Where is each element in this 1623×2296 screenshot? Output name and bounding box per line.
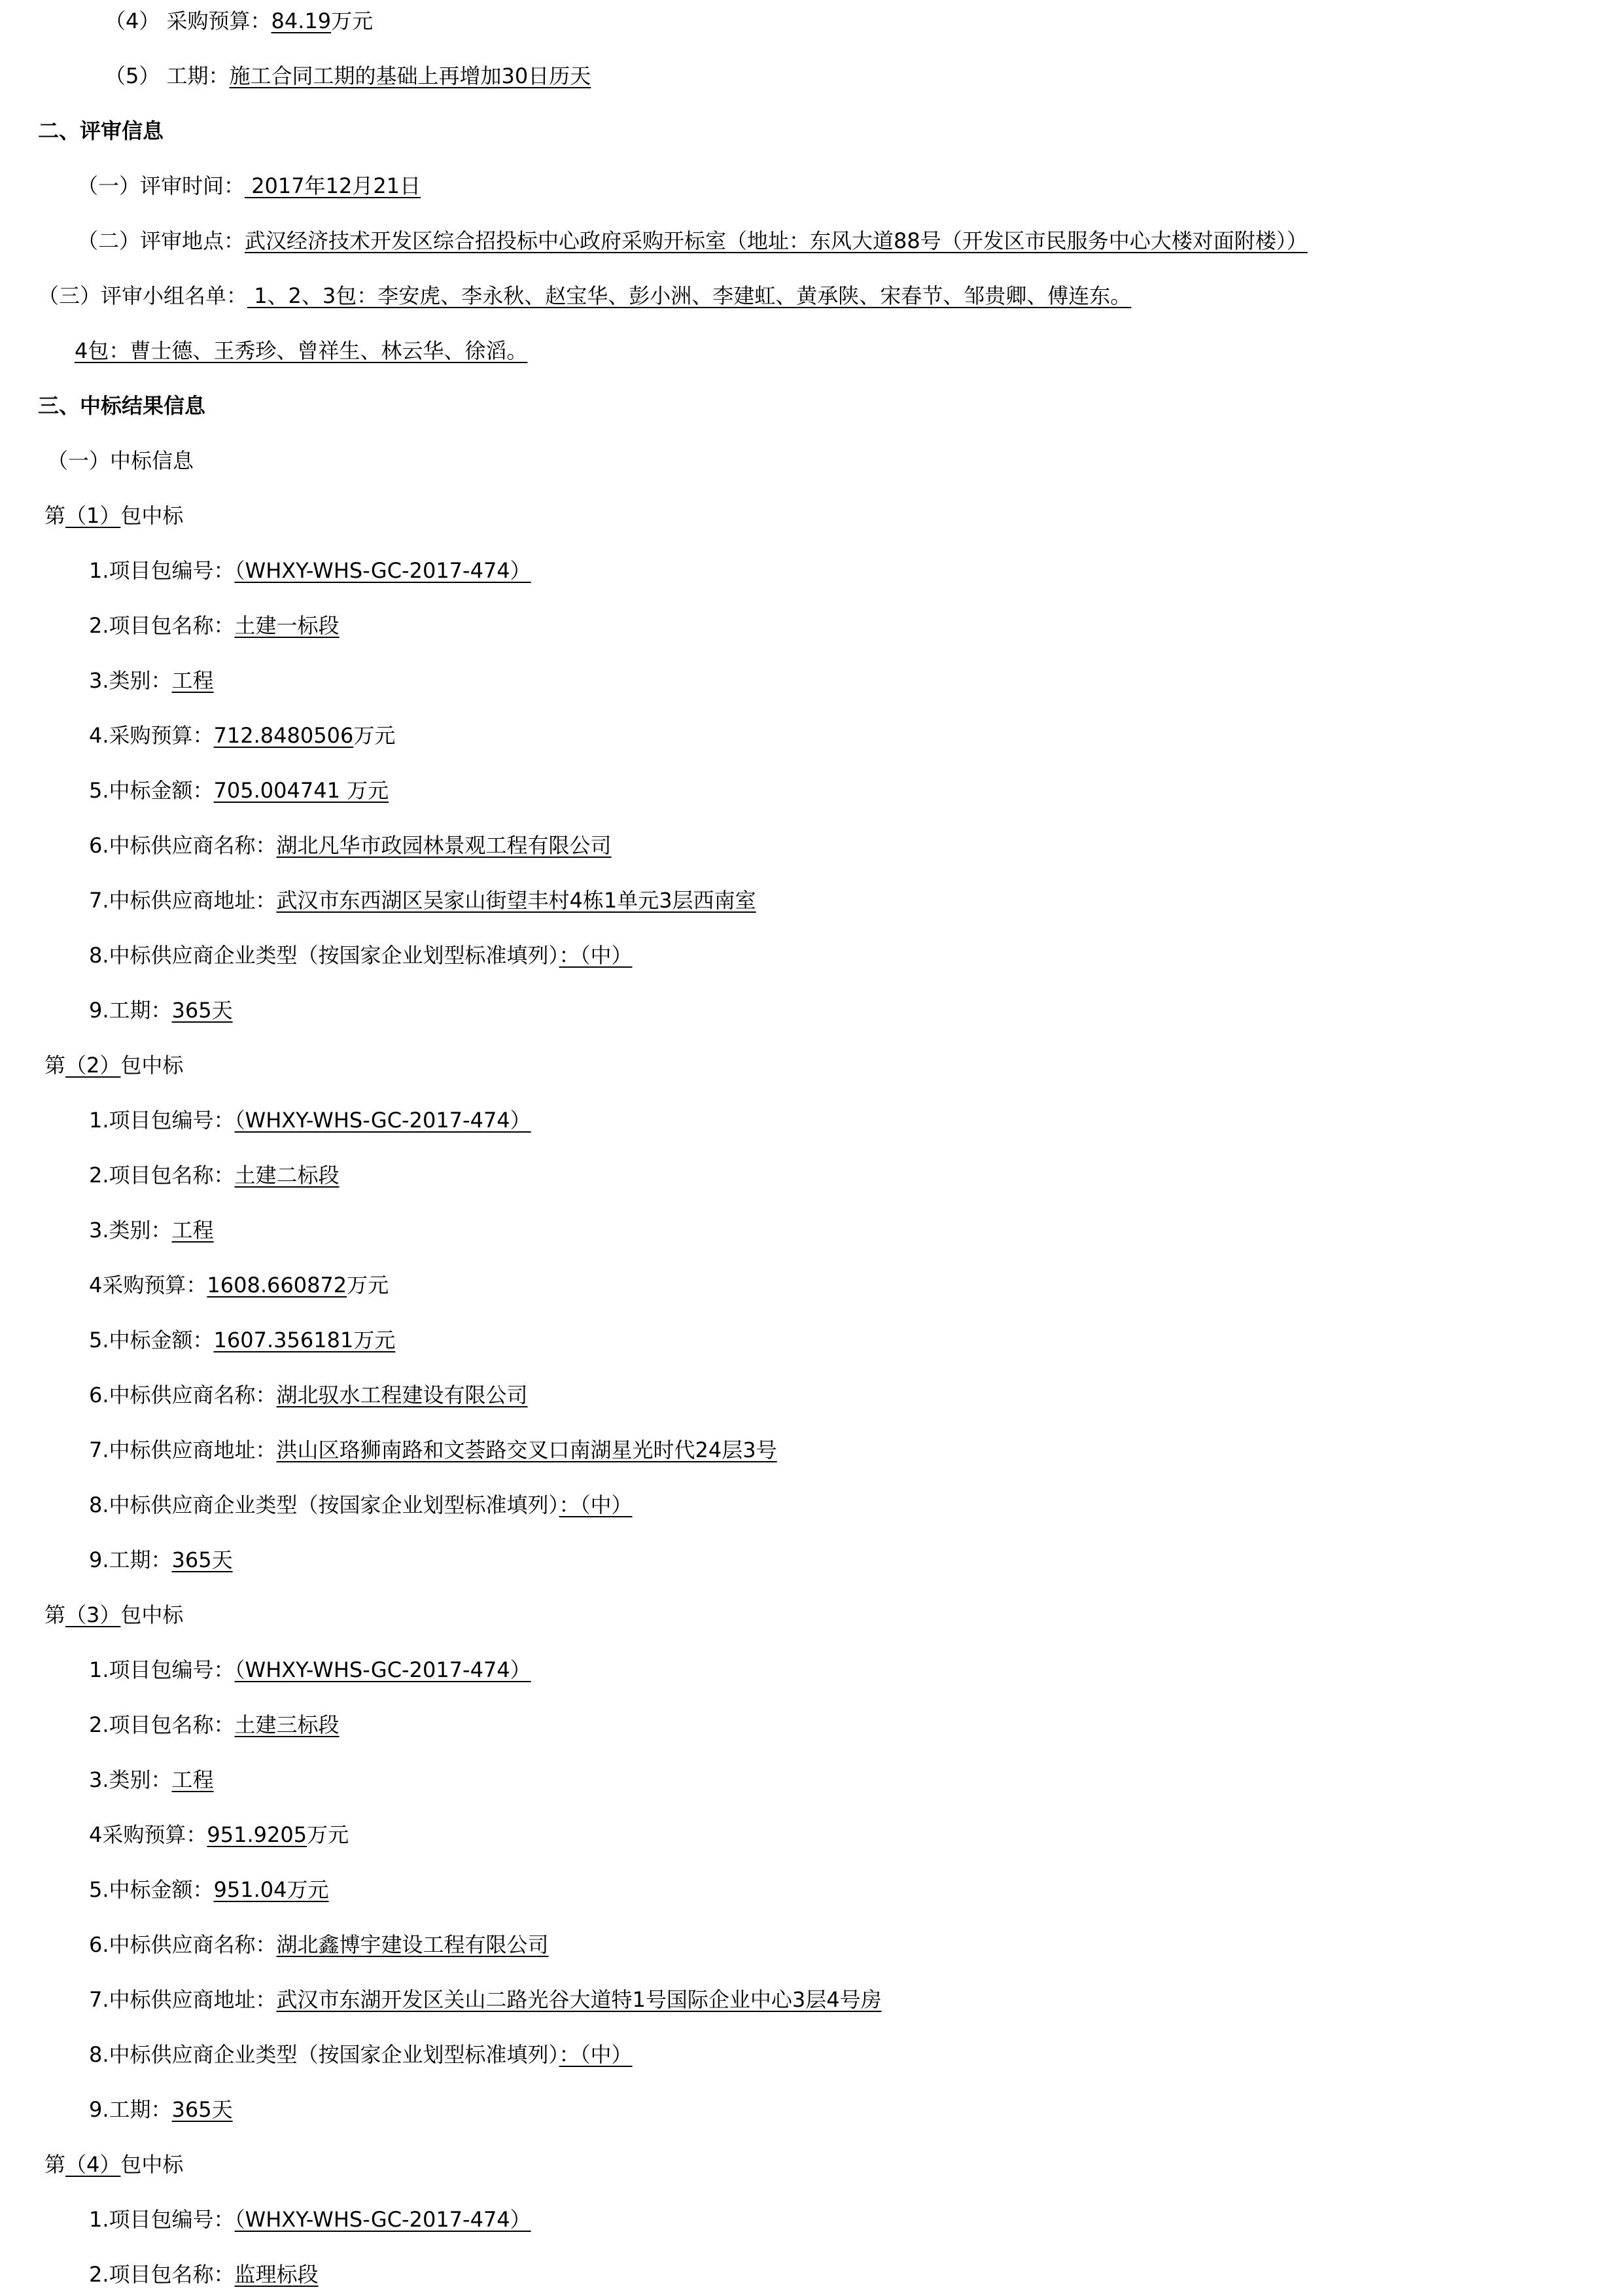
package-item-value: （WHXY-WHS-GC-2017-474） (234, 558, 531, 583)
package-item-value: ：（中） (559, 943, 633, 968)
package-item-value: 湖北驭水工程建设有限公司 (276, 1383, 528, 1407)
package-title-pre: 第 (44, 503, 66, 528)
package-item-label: 3.类别： (89, 1767, 172, 1792)
package-item-label: 5.中标金额： (89, 778, 214, 803)
duration-line (105, 62, 591, 90)
package-item (89, 1820, 349, 1849)
package-item-label: 5.中标金额： (89, 1328, 214, 1352)
package-item-value: 365天 (171, 2097, 233, 2122)
package-item-label: 2.项目包名称： (89, 2262, 235, 2287)
review-heading: 二、评审信息 (38, 118, 164, 143)
package-item (89, 1655, 531, 1684)
package-item-label: 1.项目包编号： (89, 558, 235, 583)
package-item (89, 1930, 549, 1959)
package-item-label: 6.中标供应商名称： (89, 833, 277, 858)
package-item-value: 1608.660872 (207, 1273, 347, 1298)
package-item-label: 6.中标供应商名称： (89, 1383, 277, 1407)
package-title-post: 包中标 (120, 2152, 184, 2177)
package-item-value: 705.004741 万元 (213, 778, 389, 803)
package-item-label: 4.采购预算： (89, 723, 214, 748)
package-item (89, 1710, 340, 1739)
package-item-value: ：（中） (559, 1492, 633, 1517)
result-sub-heading: （一）中标信息 (47, 448, 194, 473)
package-item-label: 7.中标供应商地址： (89, 888, 277, 913)
package-item-label: 8.中标供应商企业类型（按国家企业划型标准填列） (89, 1492, 559, 1517)
package-item-value: 武汉市东湖开发区关山二路光谷大道特1号国际企业中心3层4号房 (276, 1987, 882, 2012)
package-item-value: 监理标段 (234, 2262, 319, 2287)
package-item (89, 2095, 233, 2124)
package-item-label: 2.项目包名称： (89, 1712, 235, 1737)
package-title-num: （4） (65, 2152, 121, 2177)
package-item-suffix: 万元 (307, 1822, 349, 1847)
review-time-line (77, 171, 421, 200)
review-place-label: （二）评审地点： (77, 228, 245, 253)
package-item-value: （WHXY-WHS-GC-2017-474） (234, 2207, 531, 2232)
package-item-label: 9.工期： (89, 998, 172, 1023)
budget-suffix: 万元 (331, 9, 374, 33)
review-place-line (77, 226, 1308, 255)
package-item-value: 洪山区珞狮南路和文荟路交叉口南湖星光时代24层3号 (276, 1438, 777, 1462)
package-item (89, 2260, 319, 2289)
result-heading: 三、中标结果信息 (38, 393, 206, 418)
package-item-label: 3.类别： (89, 668, 172, 693)
package-item-label: 4采购预算： (89, 1273, 207, 1298)
package-item-value: （WHXY-WHS-GC-2017-474） (234, 1657, 531, 1682)
package-item (89, 1985, 882, 2014)
package-item (89, 2040, 633, 2069)
package-item-value: 湖北凡华市政园林景观工程有限公司 (276, 833, 612, 858)
package-item-label: 2.项目包名称： (89, 1163, 235, 1188)
duration-label: （5） 工期： (105, 63, 230, 88)
package-item-label: 6.中标供应商名称： (89, 1932, 277, 1957)
package-item (89, 831, 612, 860)
package-item-value: ：（中） (559, 2042, 633, 2067)
package-item (89, 1491, 633, 1519)
package-item-value: 土建三标段 (234, 1712, 340, 1737)
package-item-value: 工程 (171, 1218, 214, 1243)
package-item-label: 1.项目包编号： (89, 1657, 235, 1682)
review-place-value: 武汉经济技术开发区综合招投标中心政府采购开标室（地址：东风大道88号（开发区市民服务中心大楼对面附楼）） (245, 228, 1308, 253)
budget-value: 84.19 (271, 9, 332, 33)
review-time-label: （一）评审时间： (77, 173, 245, 198)
package-item (89, 611, 340, 640)
package-item-label: 3.类别： (89, 1218, 172, 1243)
package-title-pre: 第 (44, 2152, 66, 2177)
package-title-num: （1） (65, 503, 121, 528)
package-item (89, 1381, 528, 1409)
package-item-value: 951.9205 (207, 1822, 307, 1847)
package-item (89, 1326, 395, 1354)
package-item (89, 1216, 214, 1245)
package-item-label: 2.项目包名称： (89, 613, 235, 638)
package-item (89, 1545, 233, 1574)
package-item-value: 土建一标段 (234, 613, 340, 638)
package-item (89, 556, 531, 585)
duration-value: 施工合同工期的基础上再增加30日历天 (229, 63, 591, 88)
package-title-num: （3） (65, 1602, 121, 1627)
package-item (89, 2205, 531, 2234)
package-title (44, 1051, 183, 1080)
package-item-value: （WHXY-WHS-GC-2017-474） (234, 1108, 531, 1133)
package-item (89, 886, 756, 915)
package-item (89, 1436, 777, 1464)
review-panel-line (38, 281, 1131, 310)
package-title-post: 包中标 (120, 1602, 184, 1627)
package-title-post: 包中标 (120, 1053, 184, 1078)
package-item (89, 1765, 214, 1794)
package-item-label: 7.中标供应商地址： (89, 1438, 277, 1462)
package-item (89, 1106, 531, 1135)
package-item (89, 721, 395, 750)
package-item-suffix: 万元 (347, 1273, 389, 1298)
review-panel-label: （三）评审小组名单： (38, 283, 248, 308)
review-panel-line-2 (75, 336, 527, 365)
package-title-post: 包中标 (120, 503, 184, 528)
package-title-pre: 第 (44, 1602, 66, 1627)
package-item-value: 951.04万元 (213, 1877, 329, 1902)
package-title (44, 501, 183, 530)
review-panel-value-2: 4包：曹士德、王秀珍、曾祥生、林云华、徐滔。 (75, 338, 528, 363)
package-item-value: 湖北鑫博宇建设工程有限公司 (276, 1932, 549, 1957)
package-item (89, 1161, 340, 1190)
package-item-value: 712.8480506 (213, 723, 354, 748)
package-item-label: 4采购预算： (89, 1822, 207, 1847)
budget-label: （4） 采购预算： (105, 9, 271, 33)
package-item-label: 1.项目包编号： (89, 2207, 235, 2232)
package-item (89, 666, 214, 695)
budget-line (105, 7, 373, 35)
package-item-value: 土建二标段 (234, 1163, 340, 1188)
package-title (44, 2150, 183, 2179)
package-item (89, 996, 233, 1025)
package-item (89, 776, 389, 805)
package-title-num: （2） (65, 1053, 121, 1078)
package-item-value: 武汉市东西湖区吴家山街望丰村4栋1单元3层西南室 (276, 888, 756, 913)
package-item (89, 1875, 329, 1904)
package-item-value: 365天 (171, 998, 233, 1023)
package-item (89, 1271, 389, 1299)
package-item-label: 9.工期： (89, 2097, 172, 2122)
review-panel-value: 1、2、3包：李安虎、李永秋、赵宝华、彭小洲、李建虹、黄承陕、宋春节、邹贵卿、傅连东。 (247, 283, 1132, 308)
package-item-label: 9.工期： (89, 1547, 172, 1572)
package-item-value: 1607.356181万元 (213, 1328, 396, 1352)
review-time-value: 2017年12月21日 (245, 173, 421, 198)
package-item-value: 工程 (171, 1767, 214, 1792)
package-item-label: 5.中标金额： (89, 1877, 214, 1902)
package-title-pre: 第 (44, 1053, 66, 1078)
package-item-suffix: 万元 (353, 723, 396, 748)
package-item-value: 工程 (171, 668, 214, 693)
package-item (89, 941, 633, 970)
package-item-label: 8.中标供应商企业类型（按国家企业划型标准填列） (89, 943, 559, 968)
package-item-label: 7.中标供应商地址： (89, 1987, 277, 2012)
package-item-label: 8.中标供应商企业类型（按国家企业划型标准填列） (89, 2042, 559, 2067)
package-item-label: 1.项目包编号： (89, 1108, 235, 1133)
package-item-value: 365天 (171, 1547, 233, 1572)
package-title (44, 1600, 183, 1629)
